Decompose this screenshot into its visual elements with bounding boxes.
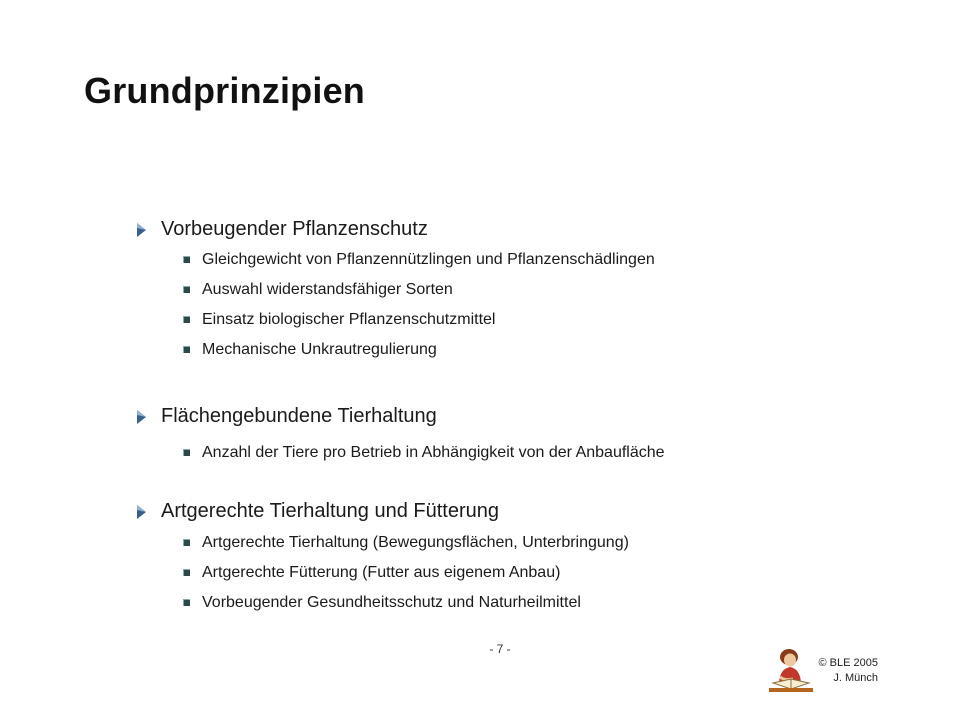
square-bullet-icon [183,449,190,456]
square-bullet-icon [183,286,190,293]
square-bullet-icon [183,316,190,323]
square-bullet-icon [183,569,190,576]
copyright-line: © BLE 2005 [818,657,878,669]
list-item: Vorbeugender Gesundheitsschutz und Naturheilmittel [137,588,629,618]
square-bullet-icon [183,256,190,263]
section-heading [137,496,629,526]
section-heading-label: Artgerechte Tierhaltung und Fütterung [161,500,499,522]
reading-person-logo [767,645,815,693]
section-heading-label: Flächengebundene Tierhaltung [161,405,437,427]
copyright [819,656,878,686]
list-item: Gleichgewicht von Pflanzennützlingen und Pflanzenschädlingen [137,245,655,275]
author-line: J. Münch [833,672,878,684]
section-heading [137,214,655,244]
list-item: Mechanische Unkrautregulierung [137,335,655,365]
square-bullet-icon [183,539,190,546]
section-heading-label: Vorbeugender Pflanzenschutz [161,218,428,240]
page-number: - 7 - [489,642,511,656]
list-item: Auswahl widerstandsfähiger Sorten [137,275,655,305]
section-heading [137,401,665,431]
list-item: Anzahl der Tiere pro Betrieb in Abhängigkeit von der Anbaufläche [137,438,665,468]
list-item: Artgerechte Tierhaltung (Bewegungsflächen, Unterbringung) [137,528,629,558]
section-animal-welfare [137,496,629,618]
list-item: Artgerechte Fütterung (Futter aus eigenem Anbau) [137,558,629,588]
square-bullet-icon [183,599,190,606]
square-bullet-icon [183,346,190,353]
section-land-bound-livestock [137,401,665,468]
page-title: Grundprinzipien [84,70,365,111]
arrow-bullet-icon [137,505,146,519]
section-plant-protection [137,214,655,365]
arrow-bullet-icon [137,410,146,424]
arrow-bullet-icon [137,223,146,237]
list-item: Einsatz biologischer Pflanzenschutzmittel [137,305,655,335]
